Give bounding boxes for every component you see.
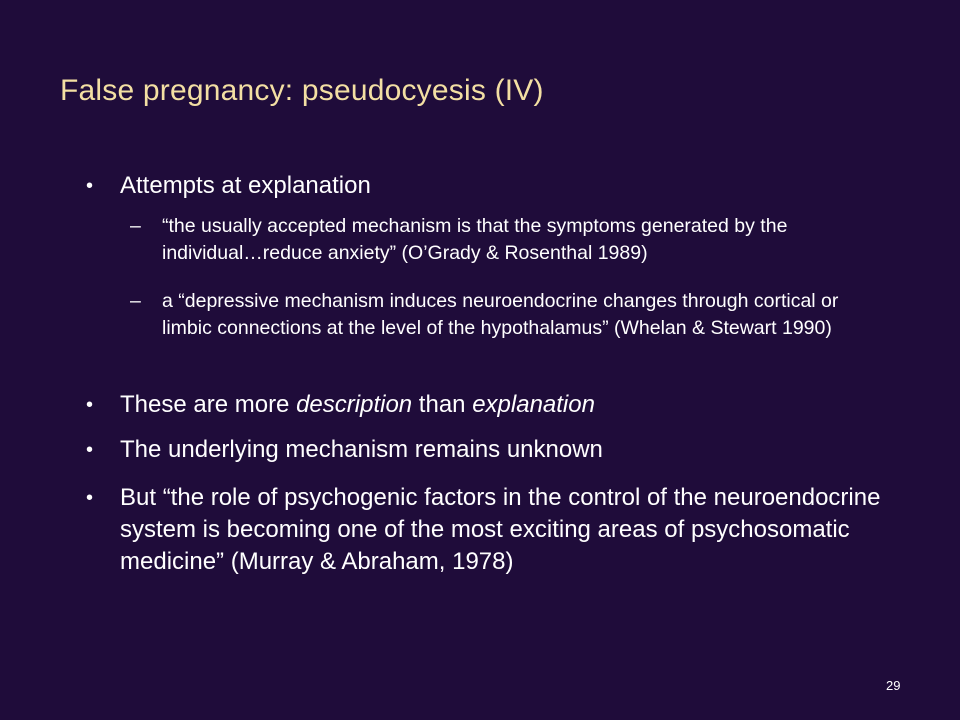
bullet-item-3 <box>86 434 890 466</box>
bullet-item-2 <box>86 389 890 421</box>
bullet-emphasis: explanation <box>472 391 595 418</box>
bullet-item-1 <box>86 170 890 202</box>
page-number: 29 <box>886 678 901 693</box>
sub-marker: – <box>130 215 141 237</box>
bullet-text: Attempts at explanation <box>120 172 371 199</box>
bullet-item-4 <box>86 482 890 578</box>
bullet-text-part: These are more <box>120 391 297 418</box>
bullet-text-part: than <box>412 391 473 418</box>
sub-text: a “depressive mechanism induces neuroendocrine changes through cortical or limbic connections at the level of the hypothalamus” (Whelan & Stewart 1990) <box>162 290 839 339</box>
bullet-emphasis: description <box>296 391 413 418</box>
bullet-marker: • <box>86 439 94 461</box>
bullet-text: But “the role of psychogenic factors in the control of the neuroendocrine system is becoming one of the most exciting areas of psychosomatic medicine” (Murray & Abraham, 1978) <box>120 484 881 575</box>
sub-marker: – <box>130 290 141 312</box>
sub-item-2 <box>130 288 882 342</box>
sub-item-1 <box>130 213 882 267</box>
bullet-marker: • <box>86 175 94 197</box>
bullet-text: The underlying mechanism remains unknown <box>120 436 603 463</box>
sub-text: “the usually accepted mechanism is that the symptoms generated by the individual…reduce anxiety” (O’Grady & Rosenthal 1989) <box>162 215 788 264</box>
bullet-marker: • <box>86 394 94 416</box>
slide-title: False pregnancy: pseudocyesis (IV) <box>60 74 544 107</box>
bullet-marker: • <box>86 487 94 509</box>
